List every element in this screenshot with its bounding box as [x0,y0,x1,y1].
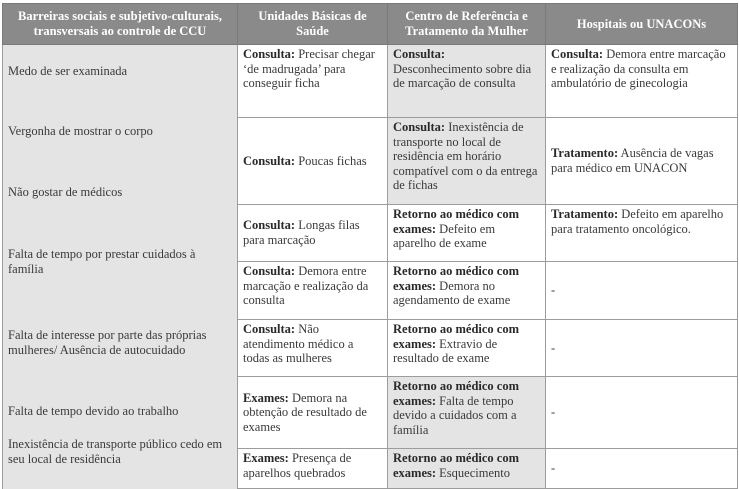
header-barriers: Barreiras sociais e subjetivo-culturais, transversais ao controle de CCU [3,4,238,45]
ubs-cell [238,449,388,489]
header-crtm: Centro de Referência e Tratamento da Mulher [388,4,546,45]
barrier-cell [3,45,238,118]
header-hospitals: Hospitais ou UNACONs [546,4,738,45]
barrier-item: Medo de ser examinada [8,64,128,78]
crtm-cell [388,449,546,489]
ubs-cell [238,118,388,205]
crtm-cell [388,377,546,449]
hospital-text: - [551,340,556,355]
ubs-text: Precisar chegar ‘de madrugada’ para conseguir ficha [243,47,375,91]
hospital-cell [546,262,738,320]
ubs-label: Consulta: [243,264,296,278]
hospital-cell [546,377,738,449]
hospital-label: Tratamento: [551,207,619,221]
ubs-label: Exames: [243,390,289,405]
crtm-cell [388,262,546,320]
crtm-label: Retorno ao médico com exames: [393,451,520,480]
barrier-item: Inexistência de transporte público cedo em seu local de residência [8,437,223,466]
ubs-label: Consulta: [243,322,296,336]
crtm-text: Extravio de resultado de exame [393,336,498,366]
ubs-cell [238,377,388,449]
crtm-label: Retorno ao médico com exames: [393,264,520,293]
crtm-text: Inexistência de transporte no local de residência em horário compatível com o da entrega de fichas [393,120,538,193]
barrier-item: Falta de tempo por prestar cuidados à família [8,247,196,276]
crtm-cell [388,320,546,377]
crtm-label: Retorno ao médico com exames: [393,207,520,236]
barrier-item: Vergonha de mostrar o corpo [8,124,153,138]
table-header-row [3,4,738,45]
barrier-item: Falta de interesse por parte das próprias mulheres/ Ausência de autocuidado [8,328,207,357]
ubs-text: Poucas fichas [295,153,367,168]
crtm-label: Consulta: [393,120,446,134]
ubs-cell [238,262,388,320]
hospital-text: Ausência de vagas para médico em UNACON [551,146,714,175]
crtm-text: Demora no agendamento de exame [393,278,511,308]
table-row [3,45,738,118]
ubs-text: Demora entre marcação e realização da consulta [243,264,369,308]
hospital-text: - [551,461,556,476]
ubs-label: Exames: [243,451,289,465]
hospital-cell [546,449,738,489]
crtm-text: Falta de tempo devido a cuidados com a família [393,393,517,437]
crtm-cell [388,118,546,205]
crtm-text: Defeito em aparelho de exame [393,221,496,251]
barrier-item: Falta de tempo devido ao trabalho [8,404,179,418]
hospital-text: Demora entre marcação e realização da consulta em ambulatório de ginecologia [551,47,726,91]
hospital-text: - [551,283,556,298]
crtm-label: Retorno ao médico com exames: [393,322,520,351]
ubs-text: Presença de aparelhos quebrados [243,451,352,480]
barrier-item: Não gostar de médicos [8,185,123,199]
ubs-cell [238,205,388,262]
ubs-text: Longas filas para marcação [243,218,360,247]
hospital-cell [546,45,738,118]
ubs-label: Consulta: [243,218,296,233]
hospital-cell [546,320,738,377]
hospital-cell [546,118,738,205]
crtm-label: Retorno ao médico com exames: [393,379,520,408]
header-ubs: Unidades Básicas de Saúde [238,4,388,45]
ubs-text: Demora na obtenção de resultado de exames [243,390,367,434]
ubs-cell [238,320,388,377]
ubs-label: Consulta: [243,47,296,61]
crtm-text: Desconhecimento sobre dia de marcação de consulta [393,61,532,91]
crtm-cell [388,205,546,262]
ubs-text: Não atendimento médico a todas as mulheres [243,322,354,366]
crtm-cell [388,45,546,118]
hospital-cell [546,205,738,262]
hospital-text: Defeito em aparelho para tratamento oncológico. [551,207,724,236]
ubs-label: Consulta: [243,153,296,168]
crtm-label: Consulta: [393,47,446,61]
hospital-text: - [551,405,556,420]
ubs-cell [238,45,388,118]
hospital-label: Tratamento: [551,146,619,161]
hospital-label: Consulta: [551,47,604,61]
crtm-text: Esquecimento [436,465,510,480]
